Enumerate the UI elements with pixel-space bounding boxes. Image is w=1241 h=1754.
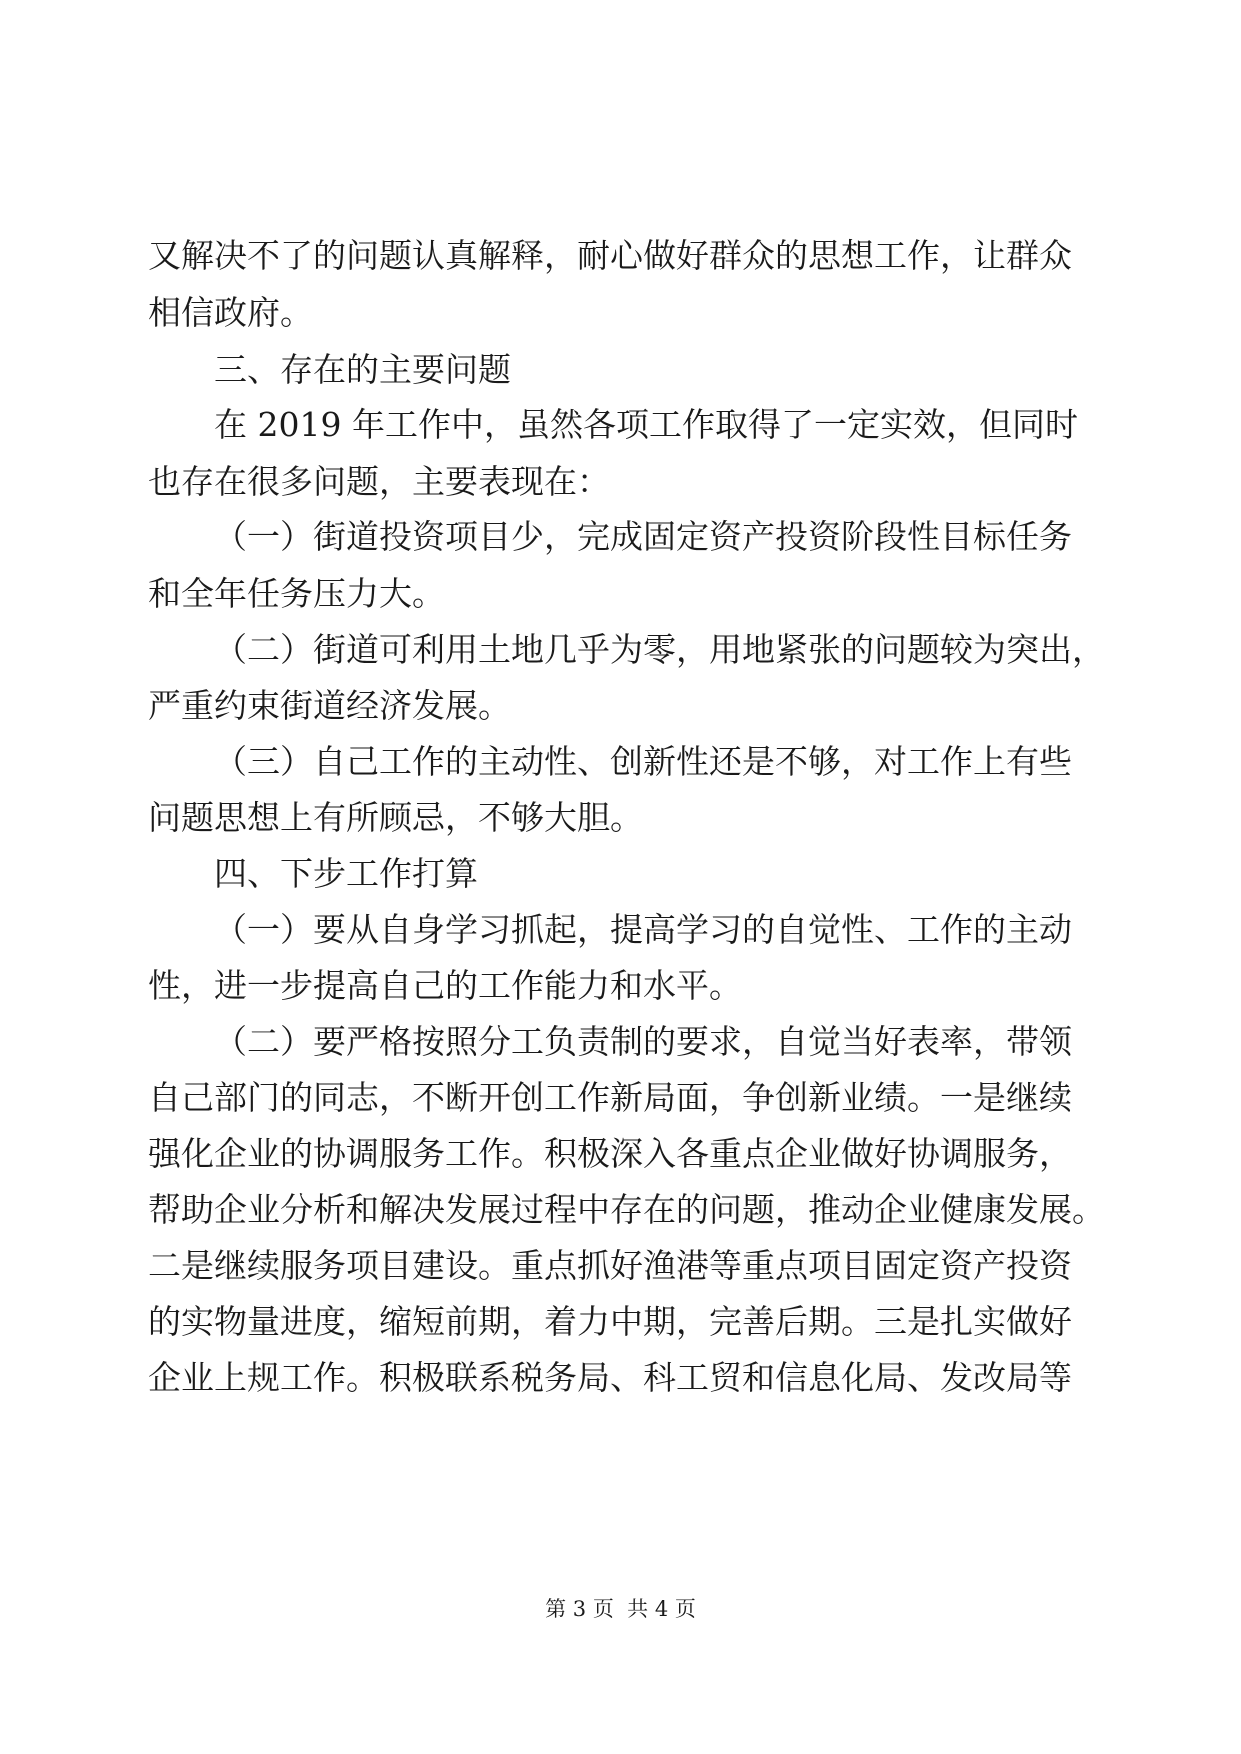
text-line: 严重约束街道经济发展。 (148, 686, 511, 725)
page-footer: 第 3 页 共 4 页 (545, 1597, 696, 1621)
list-item-line: （三）自己工作的主动性、创新性还是不够，对工作上有些 (214, 742, 1072, 781)
list-item-line: （一）街道投资项目少，完成固定资产投资阶段性目标任务 (214, 517, 1072, 556)
section-heading: 四、下步工作打算 (214, 854, 478, 893)
text-line: 和全年任务压力大。 (148, 574, 445, 613)
text-line: 也存在很多问题，主要表现在： (148, 462, 610, 501)
text-line: 自己部门的同志，不断开创工作新局面，争创新业绩。一是继续 (148, 1078, 1072, 1117)
text-line: 强化企业的协调服务工作。积极深入各重点企业做好协调服务， (148, 1134, 1072, 1173)
text-line: 性，进一步提高自己的工作能力和水平。 (148, 966, 742, 1005)
list-item-line: （一）要从自身学习抓起，提高学习的自觉性、工作的主动 (214, 910, 1072, 949)
text-line: 企业上规工作。积极联系税务局、科工贸和信息化局、发改局等 (148, 1358, 1072, 1397)
list-item-line: （二）要严格按照分工负责制的要求，自觉当好表率，带领 (214, 1022, 1072, 1061)
section-heading: 三、存在的主要问题 (214, 350, 511, 389)
list-item-line: （二）街道可利用土地几乎为零，用地紧张的问题较为突出， (214, 630, 1105, 669)
text-line: 相信政府。 (148, 293, 313, 332)
text-line: 问题思想上有所顾忌，不够大胆。 (148, 798, 643, 837)
text-line: 又解决不了的问题认真解释，耐心做好群众的思想工作，让群众 (148, 236, 1072, 275)
text-line: 在 2019 年工作中，虽然各项工作取得了一定实效，但同时 (214, 405, 1078, 444)
text-line: 二是继续服务项目建设。重点抓好渔港等重点项目固定资产投资 (148, 1246, 1072, 1285)
text-line: 帮助企业分析和解决发展过程中存在的问题，推动企业健康发展。 (148, 1190, 1105, 1229)
text-line: 的实物量进度，缩短前期，着力中期，完善后期。三是扎实做好 (148, 1302, 1072, 1341)
